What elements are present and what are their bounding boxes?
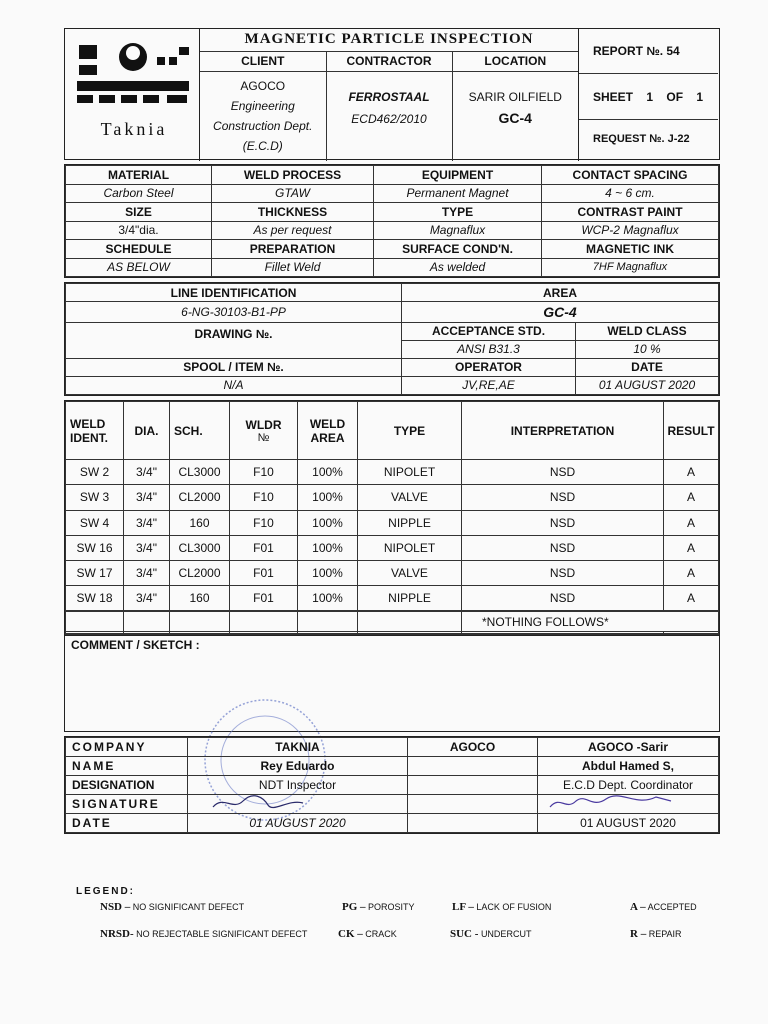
client-label: CLIENT — [200, 51, 326, 71]
cell-wldr: F01 — [230, 585, 298, 610]
surface-label: SURFACE COND'N. — [374, 240, 542, 259]
signature-icon — [546, 795, 676, 814]
thickness-label: THICKNESS — [212, 203, 374, 222]
report-number: REPORT №. 54 — [579, 29, 718, 74]
preparation-value: Fillet Weld — [212, 258, 374, 277]
signature-label: SIGNATURE — [66, 795, 188, 814]
location-code: GC-4 — [498, 109, 532, 126]
legend-r: R – REPAIR — [630, 928, 682, 940]
cell-ident: SW 16 — [66, 535, 124, 560]
cell-wldr: F10 — [230, 485, 298, 510]
cell-result: A — [664, 585, 719, 610]
cell-type: NIPPLE — [358, 585, 462, 610]
location-value — [452, 71, 578, 161]
legend-suc: SUC - UNDERCUT — [450, 928, 532, 940]
material-label: MATERIAL — [66, 166, 212, 185]
cell-area: 100% — [298, 510, 358, 535]
company-logo — [73, 39, 193, 111]
cell-result: A — [664, 535, 719, 560]
strike-arrow-icon — [66, 611, 716, 612]
cell-area: 100% — [298, 535, 358, 560]
cell-interp: NSD — [462, 510, 664, 535]
area-value: GC-4 — [402, 302, 719, 323]
col-dia-header: DIA. — [124, 402, 170, 460]
sheet-label: SHEET — [593, 89, 634, 104]
weld-process-value: GTAW — [212, 184, 374, 203]
material-value: Carbon Steel — [66, 184, 212, 203]
cell-interp: NSD — [462, 560, 664, 585]
col-area-header: WELD AREA — [298, 402, 358, 460]
cell-area: 100% — [298, 560, 358, 585]
weld-process-label: WELD PROCESS — [212, 166, 374, 185]
weld-class-value: 10 % — [576, 340, 719, 358]
cell-sch: 160 — [170, 585, 230, 610]
ink-value: 7HF Magnaflux — [542, 258, 719, 277]
date-row-label: DATE — [66, 814, 188, 833]
cell-type: NIPOLET — [358, 535, 462, 560]
cell-dia: 3/4" — [124, 510, 170, 535]
cell-type: VALVE — [358, 485, 462, 510]
line-id-value: 6-NG-30103-B1-PP — [66, 302, 402, 323]
acceptance-label: ACCEPTANCE STD. — [402, 322, 576, 340]
cell-area: 100% — [298, 485, 358, 510]
date-label: DATE — [576, 358, 719, 376]
col2-company: AGOCO — [408, 738, 538, 757]
contact-spacing-label: CONTACT SPACING — [542, 166, 719, 185]
col1-date: 01 AUGUST 2020 — [188, 814, 408, 833]
spool-value: N/A — [66, 376, 402, 394]
signoff-block — [64, 736, 720, 834]
line-id-label: LINE IDENTIFICATION — [66, 284, 402, 302]
legend-nsd: NSD – NO SIGNIFICANT DEFECT — [100, 901, 245, 913]
legend — [76, 886, 716, 897]
request-number: REQUEST №. J-22 — [579, 120, 718, 158]
thickness-value: As per request — [212, 221, 374, 240]
table-row — [66, 460, 719, 485]
cell-sch: 160 — [170, 510, 230, 535]
cell-area: 100% — [298, 585, 358, 610]
col1-company: TAKNIA — [188, 738, 408, 757]
cell-wldr: F10 — [230, 510, 298, 535]
legend-ck: CK – CRACK — [338, 928, 397, 940]
weld-table-block — [64, 400, 720, 636]
cell-ident: SW 2 — [66, 460, 124, 485]
legend-lf: LF – LACK OF FUSION — [452, 901, 552, 913]
company-name: Taknia — [100, 119, 168, 139]
cell-dia: 3/4" — [124, 460, 170, 485]
cell-result: A — [664, 460, 719, 485]
line-info-block — [64, 282, 720, 396]
col-result-header: RESULT — [664, 402, 719, 460]
col1-name: Rey Eduardo — [188, 757, 408, 776]
cell-result: A — [664, 485, 719, 510]
equipment-label: EQUIPMENT — [374, 166, 542, 185]
legend-title: LEGEND: — [76, 886, 135, 897]
cell-interp: NSD — [462, 535, 664, 560]
arrow-row — [66, 611, 719, 612]
cell-ident: SW 3 — [66, 485, 124, 510]
col1-signature — [188, 795, 408, 814]
table-row — [66, 485, 719, 510]
col-sch-header: SCH. — [170, 402, 230, 460]
acceptance-value: ANSI B31.3 — [402, 340, 576, 358]
col3-date: 01 AUGUST 2020 — [538, 814, 719, 833]
sheet-of: OF — [666, 89, 684, 104]
legend-pg: PG – POROSITY — [342, 901, 415, 913]
cell-interp: NSD — [462, 460, 664, 485]
comment-block — [64, 636, 720, 732]
contractor-code: ECD462/2010 — [351, 111, 427, 126]
client-line-4: (E.C.D) — [242, 139, 283, 154]
legend-nrsd: NRSD- NO REJECTABLE SIGNIFICANT DEFECT — [100, 928, 308, 940]
nothing-follows: *NOTHING FOLLOWS* — [462, 612, 719, 632]
cell-result: A — [664, 560, 719, 585]
col1-designation: NDT Inspector — [188, 776, 408, 795]
size-label: SIZE — [66, 203, 212, 222]
table-row — [66, 510, 719, 535]
ink-label: MAGNETIC INK — [542, 240, 719, 259]
contrast-label: CONTRAST PAINT — [542, 203, 719, 222]
cell-sch: CL3000 — [170, 535, 230, 560]
sheet-info — [579, 74, 718, 120]
drawing-label: DRAWING №. — [66, 322, 402, 358]
size-value: 3/4"dia. — [66, 221, 212, 240]
surface-value: As welded — [374, 258, 542, 277]
table-row — [66, 560, 719, 585]
date-value: 01 AUGUST 2020 — [576, 376, 719, 394]
legend-a: A – ACCEPTED — [630, 901, 697, 913]
area-label: AREA — [402, 284, 719, 302]
empty-row — [66, 633, 719, 634]
preparation-label: PREPARATION — [212, 240, 374, 259]
client-line-3: Construction Dept. — [213, 119, 313, 134]
schedule-label: SCHEDULE — [66, 240, 212, 259]
type-label: TYPE — [374, 203, 542, 222]
company-label: COMPANY — [66, 738, 188, 757]
weld-table — [65, 401, 719, 635]
operator-value: JV,RE,AE — [402, 376, 576, 394]
cell-dia: 3/4" — [124, 585, 170, 610]
cell-dia: 3/4" — [124, 535, 170, 560]
col3-name: Abdul Hamed S, — [538, 757, 719, 776]
header-block — [64, 28, 720, 160]
cell-type: VALVE — [358, 560, 462, 585]
type-value: Magnaflux — [374, 221, 542, 240]
location-label: LOCATION — [452, 51, 578, 71]
cell-interp: NSD — [462, 585, 664, 610]
cell-type: NIPOLET — [358, 460, 462, 485]
nothing-follows-row — [66, 612, 719, 632]
cell-dia: 3/4" — [124, 560, 170, 585]
signature-icon — [208, 795, 308, 814]
designation-label: DESIGNATION — [66, 776, 188, 795]
cell-result: A — [664, 510, 719, 535]
sheet-number: 1 — [646, 89, 654, 104]
schedule-value: AS BELOW — [66, 258, 212, 277]
name-label: NAME — [66, 757, 188, 776]
report-title: MAGNETIC PARTICLE INSPECTION — [200, 29, 578, 51]
cell-sch: CL3000 — [170, 460, 230, 485]
cell-area: 100% — [298, 460, 358, 485]
specs-block — [64, 164, 720, 278]
client-value — [200, 71, 326, 161]
cell-wldr: F10 — [230, 460, 298, 485]
table-row — [66, 585, 719, 610]
cell-sch: CL2000 — [170, 485, 230, 510]
cell-dia: 3/4" — [124, 485, 170, 510]
contractor-label: CONTRACTOR — [326, 51, 452, 71]
col-wldr-header: WLDR № — [230, 402, 298, 460]
table-row — [66, 535, 719, 560]
cell-ident: SW 17 — [66, 560, 124, 585]
cell-ident: SW 18 — [66, 585, 124, 610]
col3-company: AGOCO -Sarir — [538, 738, 719, 757]
weld-class-label: WELD CLASS — [576, 322, 719, 340]
spool-label: SPOOL / ITEM №. — [66, 358, 402, 376]
col3-designation: E.C.D Dept. Coordinator — [538, 776, 719, 795]
client-line-2: Engineering — [230, 99, 295, 114]
col-type-header: TYPE — [358, 402, 462, 460]
cell-type: NIPPLE — [358, 510, 462, 535]
col3-signature — [538, 795, 719, 814]
cell-wldr: F01 — [230, 560, 298, 585]
cell-sch: CL2000 — [170, 560, 230, 585]
cell-ident: SW 4 — [66, 510, 124, 535]
client-name: AGOCO — [240, 79, 286, 94]
col-ident-header: WELD IDENT. — [66, 402, 124, 460]
sheet-total: 1 — [696, 89, 704, 104]
contact-spacing-value: 4 ~ 6 cm. — [542, 184, 719, 203]
logo-mark-icon — [73, 39, 193, 111]
location-name: SARIR OILFIELD — [468, 89, 562, 104]
operator-label: OPERATOR — [402, 358, 576, 376]
contrast-value: WCP-2 Magnaflux — [542, 221, 719, 240]
comment-label: COMMENT / SKETCH : — [71, 638, 200, 652]
contractor-value — [326, 71, 452, 161]
cell-interp: NSD — [462, 485, 664, 510]
contractor-name: FERROSTAAL — [348, 89, 430, 104]
equipment-value: Permanent Magnet — [374, 184, 542, 203]
col-interp-header: INTERPRETATION — [462, 402, 664, 460]
cell-wldr: F01 — [230, 535, 298, 560]
